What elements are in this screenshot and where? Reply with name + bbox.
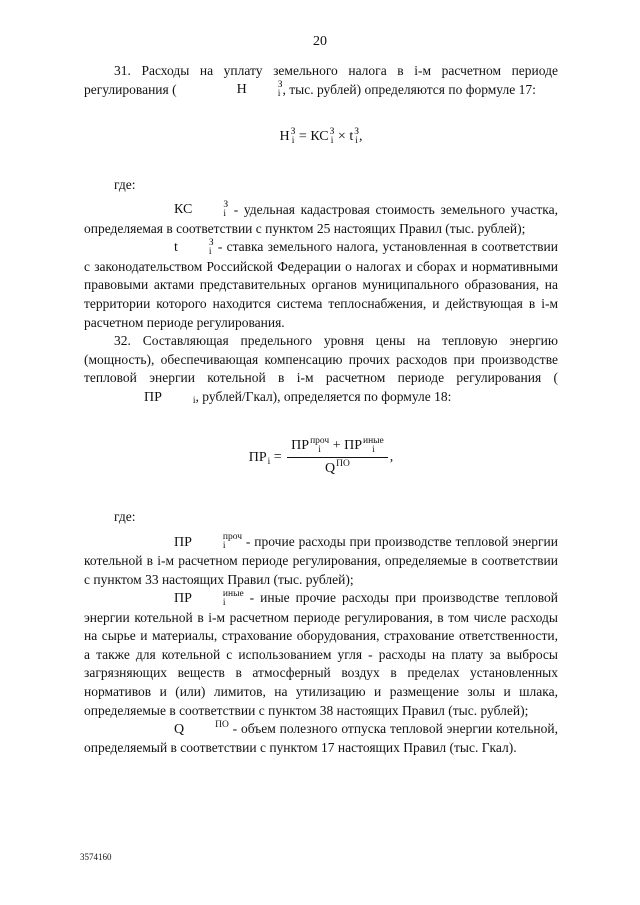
formula-18-fraction <box>287 437 388 478</box>
symbol-other-costs: ПР i <box>144 389 196 407</box>
fraction-numerator: ПР проч i + ПР иные i <box>287 437 388 458</box>
page-content <box>84 62 558 758</box>
definition-pr-proch: ПР проч i - прочие расходы при производстве тепловой энергии котельной в i-м расчетном периоде регулирования, определяемые в соответствии с пунктом 33 настоящих Правил (тыс. рублей); <box>84 532 558 587</box>
paragraph-31-text-end: , тыс. рублей) определяются по формуле 17: <box>282 81 536 97</box>
paragraph-31-text-start: 31. Расходы на уплату земельного налога в i-м расчетном периоде регулирования ( <box>84 63 558 97</box>
definition-kc: КС З i - удельная кадастровая стоимость земельного участка, определяемая в соответствии с пунктом 25 настоящих Правил (тыс. рублей); <box>84 200 558 236</box>
definition-q: Q ПО - объем полезного отпуска тепловой энергии котельной, определяемый в соответствии с пунктом 17 настоящих Правил (тыс. Гкал). <box>84 719 558 756</box>
formula-18: ПР i = ПР проч i + ПР иные i Q ПО , <box>248 436 394 477</box>
definition-pr-inye: ПР иные i - иные прочие расходы при производстве тепловой энергии котельной в i-м расчетном периоде регулирования, в том числе расходы на сырье и материалы, страхование оборудования, страхование ответственности, а также для котельной с использованием угля - расходы на плату за выбросы загрязняющих веществ в атмосферный воздух в пределах установленных нормативов и (или) лимитов, на утилизацию и размещение золы и шлака, определяемые в соответствии с пунктом 38 настоящих Правил (тыс. рублей); <box>84 588 558 718</box>
paragraph-32: 32. Составляющая предельного уровня цены на тепловую энергию (мощность), обеспечивающая компенсацию прочих расходов при производстве тепловой энергии котельной в i-м расчетном периоде регулирования (ПР i , рублей/Гкал), определяется по формуле 18: <box>84 333 558 407</box>
symbol-land-tax: Н З i <box>236 80 283 100</box>
where-label: где: <box>114 176 136 192</box>
paragraph-31 <box>84 62 558 100</box>
where-label: где: <box>114 509 136 525</box>
formula-17: Н З i = КС З i × t З i , <box>279 126 363 146</box>
definition-t: t З i - ставка земельного налога, установленная в соответствии с законодательством Российской Федерации о налогах и сборах и нормативными правовыми актами представительных органов муниципального образования, на территории которого находится система теплоснабжения, и действующая в i-м расчетном периоде регулирования. <box>84 237 558 330</box>
page-number: 20 <box>313 34 327 49</box>
fraction-denominator: Q ПО <box>325 459 350 477</box>
document-code: 3574160 <box>80 852 112 862</box>
